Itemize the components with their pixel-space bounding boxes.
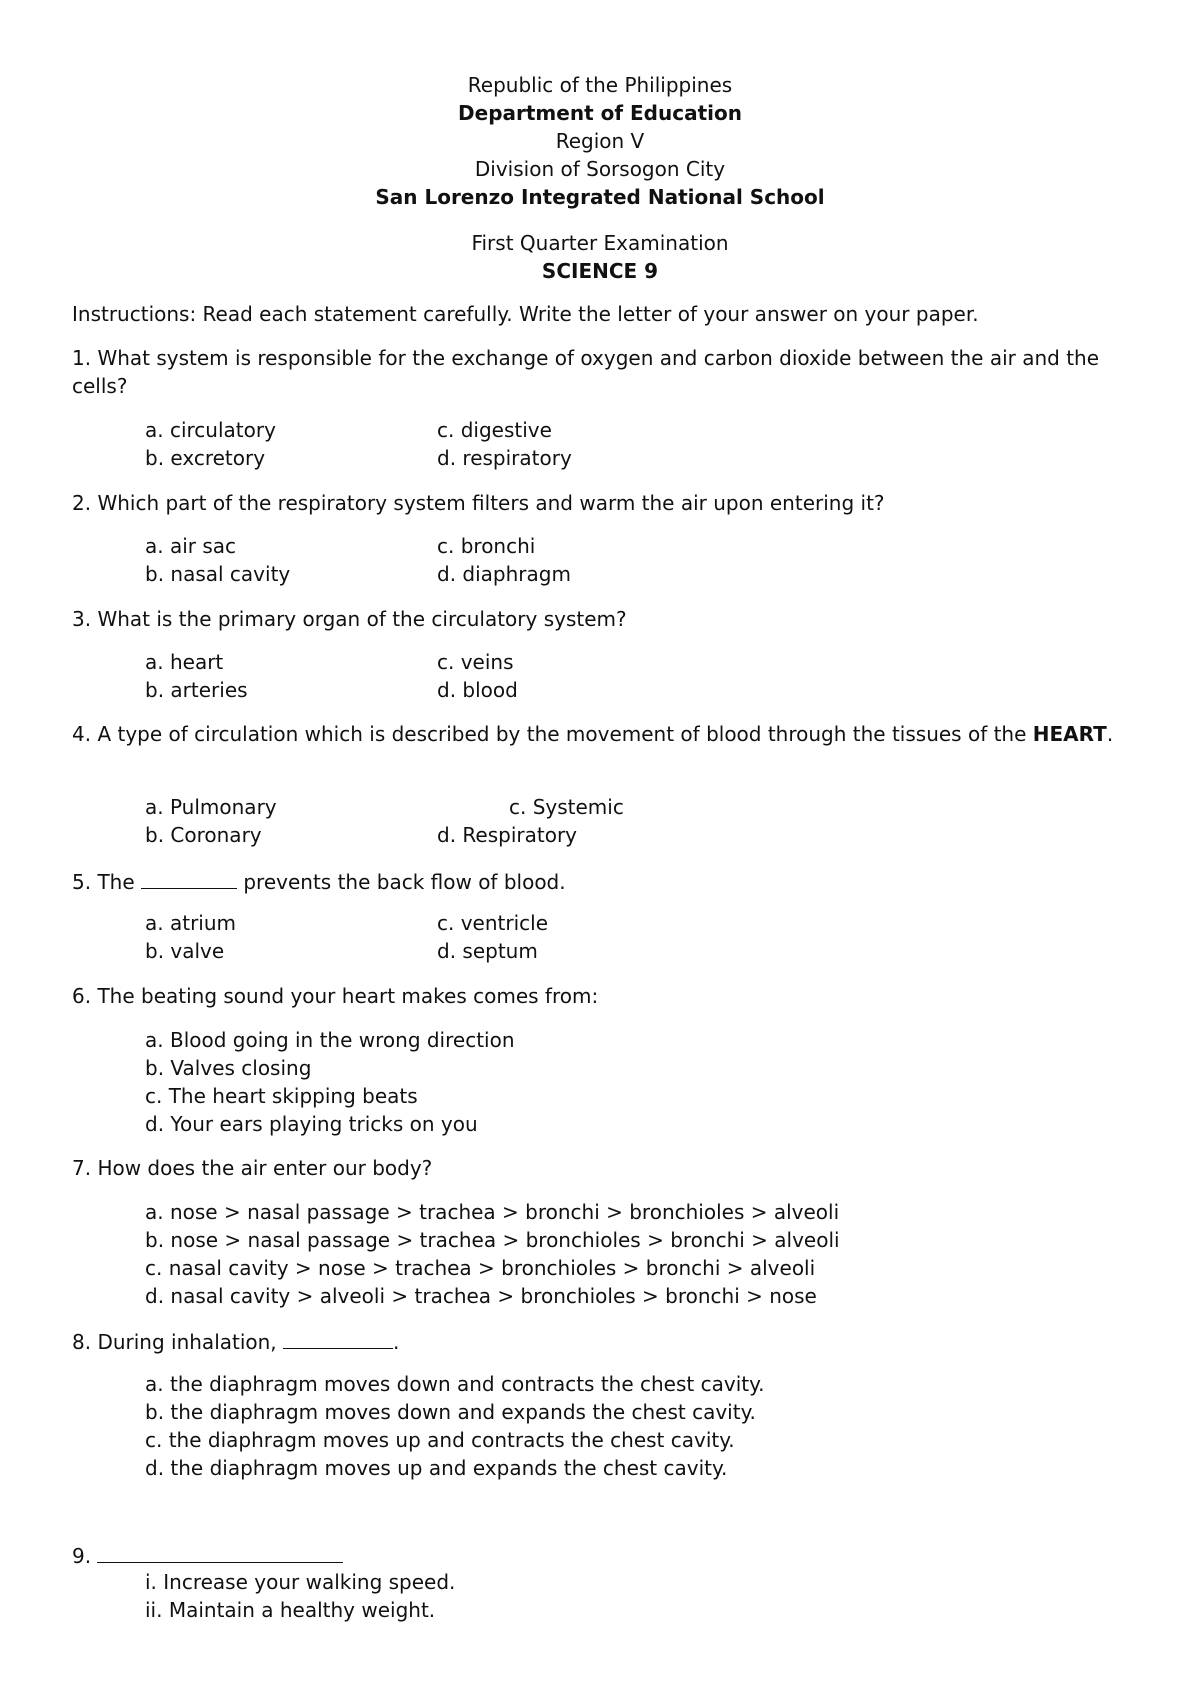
question-1-text: 1. What system is responsible for the exchange of oxygen and carbon dioxide between the air and the cells?	[72, 346, 1100, 398]
q8-choice-a: a. the diaphragm moves down and contracts the chest cavity.	[145, 1372, 765, 1396]
q1-choice-a: a. circulatory	[145, 418, 276, 442]
q8-choice-d: d. the diaphragm moves up and expands the chest cavity.	[145, 1456, 728, 1480]
q4-choice-c: c. Systemic	[509, 795, 624, 819]
q6-choice-a: a. Blood going in the wrong direction	[145, 1028, 515, 1052]
question-5-text	[72, 866, 1142, 896]
question-1-choices	[145, 416, 1045, 472]
q5-choice-d: d. septum	[437, 939, 538, 963]
q7-choice-c: c. nasal cavity > nose > trachea > bronchioles > bronchi > alveoli	[145, 1256, 816, 1280]
q6-choice-d: d. Your ears playing tricks on you	[145, 1112, 478, 1136]
q9-answer-blank	[97, 1540, 343, 1563]
question-8-choices	[145, 1370, 1145, 1482]
q6-choice-b: b. Valves closing	[145, 1056, 312, 1080]
question-6-text: 6. The beating sound your heart makes comes from:	[72, 984, 599, 1008]
q8-choice-b: b. the diaphragm moves down and expands the chest cavity.	[145, 1400, 756, 1424]
q4-emphasis: HEART	[1032, 722, 1107, 746]
question-2-text: 2. Which part of the respiratory system filters and warm the air upon entering it?	[72, 491, 885, 515]
question-8-text	[72, 1326, 1142, 1356]
q7-choice-b: b. nose > nasal passage > trachea > bronchioles > bronchi > alveoli	[145, 1228, 840, 1252]
q7-choice-d: d. nasal cavity > alveoli > trachea > bronchioles > bronchi > nose	[145, 1284, 817, 1308]
question-7-text: 7. How does the air enter our body?	[72, 1156, 433, 1180]
q5-choice-b: b. valve	[145, 939, 225, 963]
q3-choice-b: b. arteries	[145, 678, 248, 702]
q5-answer-blank	[141, 866, 237, 889]
q6-choice-c: c. The heart skipping beats	[145, 1084, 418, 1108]
q3-choice-d: d. blood	[437, 678, 518, 702]
q4-choice-b: b. Coronary	[145, 823, 262, 847]
question-4-text	[72, 720, 1142, 748]
q2-choice-c: c. bronchi	[437, 534, 536, 558]
q3-choice-a: a. heart	[145, 650, 224, 674]
instructions: Instructions: Read each statement carefully. Write the letter of your answer on your paper.	[72, 302, 979, 326]
subject-title: SCIENCE 9	[541, 259, 659, 283]
region-line: Region V	[555, 129, 645, 153]
q4-choice-a: a. Pulmonary	[145, 795, 277, 819]
q7-choice-a: a. nose > nasal passage > trachea > bronchi > bronchioles > alveoli	[145, 1200, 840, 1224]
q8-answer-blank	[283, 1326, 393, 1349]
question-2-choices	[145, 532, 1045, 588]
q2-choice-d: d. diaphragm	[437, 562, 571, 586]
q5-choice-c: c. ventricle	[437, 911, 549, 935]
q9-item-ii: ii. Maintain a healthy weight.	[145, 1598, 436, 1622]
question-4-choices	[145, 793, 1045, 849]
q1-choice-d: d. respiratory	[437, 446, 572, 470]
q3-choice-c: c. veins	[437, 650, 514, 674]
school-name: San Lorenzo Integrated National School	[375, 185, 825, 209]
q9-item-i: i. Increase your walking speed.	[145, 1570, 456, 1594]
q9-number: 9.	[72, 1544, 92, 1568]
question-3-text: 3. What is the primary organ of the circulatory system?	[72, 607, 627, 631]
question-6-choices	[145, 1026, 1145, 1138]
question-5-choices	[145, 909, 1045, 965]
q5-choice-a: a. atrium	[145, 911, 237, 935]
q5-text-end: prevents the back flow of blood.	[237, 870, 566, 894]
question-9-items	[145, 1568, 1145, 1624]
question-3-choices	[145, 648, 1045, 704]
q8-text-start: 8. During inhalation,	[72, 1330, 284, 1354]
division-line: Division of Sorsogon City	[474, 157, 726, 181]
exam-header	[0, 71, 1200, 285]
q5-text-start: 5. The	[72, 870, 141, 894]
q1-choice-b: b. excretory	[145, 446, 266, 470]
q4-text-start: 4. A type of circulation which is described by the movement of blood through the tissues of the	[72, 722, 1033, 746]
q1-choice-c: c. digestive	[437, 418, 552, 442]
question-9-text	[72, 1540, 1142, 1570]
q2-choice-b: b. nasal cavity	[145, 562, 291, 586]
q4-text-end: .	[1106, 722, 1114, 746]
republic-line: Republic of the Philippines	[467, 73, 733, 97]
q8-choice-c: c. the diaphragm moves up and contracts the chest cavity.	[145, 1428, 735, 1452]
q8-text-end: .	[393, 1330, 400, 1354]
exam-title: First Quarter Examination	[471, 231, 729, 255]
q2-choice-a: a. air sac	[145, 534, 237, 558]
question-7-choices	[145, 1198, 1145, 1310]
department-line: Department of Education	[458, 101, 742, 125]
q4-choice-d: d. Respiratory	[437, 823, 577, 847]
